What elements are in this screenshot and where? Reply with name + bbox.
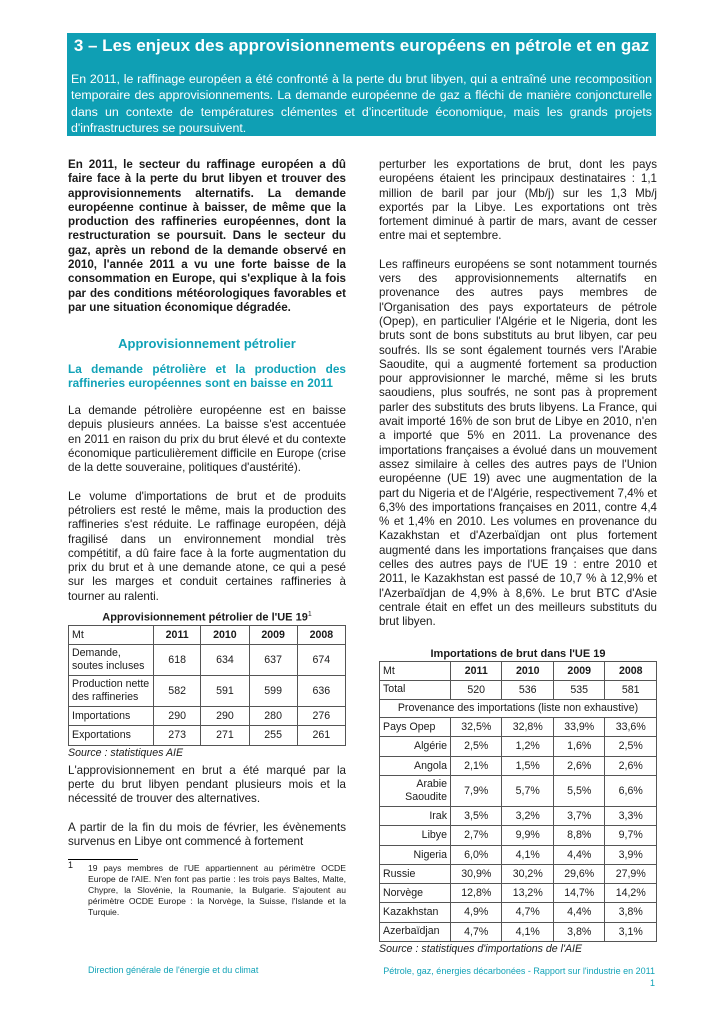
- cell: 3,9%: [605, 845, 657, 864]
- cell: 290: [201, 706, 249, 725]
- cell: 29,6%: [553, 864, 604, 883]
- table-header-row: [380, 661, 657, 680]
- table-row-total: [380, 680, 657, 699]
- cell: 273: [154, 726, 201, 745]
- paragraph: perturber les exportations de brut, dont les pays européens étaient les principaux destinataires : 1,1 million de baril par jour (Mb/j) sur les 1,3 Mb/j exportés par la Libye. Les exportations ont très fortement diminué à partir de mars, avant de cesser entre mai et septembre.: [379, 158, 657, 243]
- table-row: [380, 806, 657, 825]
- table-row: [380, 922, 657, 941]
- row-label: Algérie: [380, 737, 451, 756]
- footer-report-info: [383, 965, 655, 989]
- table-header: Mt: [69, 625, 154, 644]
- paragraph: Le volume d'importations de brut et de produits pétroliers est resté le même, mais la production des raffineries s'est réduite. Le raffinage européen, déjà fragilisé dans un environnement mondial très compétitif, a dû faire face à la forte augmentation du prix du brut et à une demande atone, ce qui a pesé sur les marges et conduit certaines raffineries à tourner au ralenti.: [68, 489, 346, 603]
- cell: 4,1%: [502, 922, 553, 941]
- paragraph: L'approvisionnement en brut a été marqué par la perte du brut libyen pendant plusieurs mois et la nécessité de trouver des alternatives.: [68, 763, 346, 806]
- cell: 4,7%: [502, 903, 553, 922]
- cell: 32,5%: [451, 718, 502, 737]
- cell: 4,1%: [502, 845, 553, 864]
- table-header: 2010: [201, 625, 249, 644]
- row-label: Irak: [380, 806, 451, 825]
- cell: 5,7%: [502, 775, 553, 806]
- cell: 33,9%: [553, 718, 604, 737]
- cell: 4,9%: [451, 903, 502, 922]
- table-header: 2011: [154, 625, 201, 644]
- cell: 9,7%: [605, 826, 657, 845]
- cell: 255: [249, 726, 297, 745]
- table-title-text: Approvisionnement pétrolier de l'UE 19: [102, 611, 308, 624]
- footer-report-title: Pétrole, gaz, énergies décarbonées - Rapport sur l'industrie en 2011: [383, 966, 655, 976]
- cell: 3,8%: [553, 922, 604, 941]
- row-label: Kazakhstan: [380, 903, 451, 922]
- cell: 5,5%: [553, 775, 604, 806]
- row-label: Libye: [380, 826, 451, 845]
- cell: 6,0%: [451, 845, 502, 864]
- table-title: [68, 608, 346, 625]
- cell: 6,6%: [605, 775, 657, 806]
- cell: 3,2%: [502, 806, 553, 825]
- cell: 3,3%: [605, 806, 657, 825]
- cell: 4,4%: [553, 903, 604, 922]
- row-label: Azerbaïdjan: [380, 922, 451, 941]
- row-label: Exportations: [69, 726, 154, 745]
- table-header: 2008: [297, 625, 345, 644]
- cell: 9,9%: [502, 826, 553, 845]
- cell: 2,5%: [451, 737, 502, 756]
- table-row: [380, 718, 657, 737]
- table-row: [380, 845, 657, 864]
- row-label: Demande, soutes incluses: [69, 644, 154, 675]
- cell: 637: [249, 644, 297, 675]
- footer-organization: Direction générale de l'énergie et du climat: [88, 965, 259, 975]
- cell: 618: [154, 644, 201, 675]
- row-label: Arabie Saoudite: [380, 775, 451, 806]
- cell: 13,2%: [502, 884, 553, 903]
- cell: 30,9%: [451, 864, 502, 883]
- oil-supply-table: [68, 625, 346, 746]
- cell: 1,2%: [502, 737, 553, 756]
- cell: 8,8%: [553, 826, 604, 845]
- table-header: 2009: [249, 625, 297, 644]
- cell: 4,4%: [553, 845, 604, 864]
- section-title: Approvisionnement pétrolier: [118, 336, 296, 352]
- cell: 2,5%: [605, 737, 657, 756]
- table-row: [380, 903, 657, 922]
- cell: 271: [201, 726, 249, 745]
- cell: 33,6%: [605, 718, 657, 737]
- cell: 3,8%: [605, 903, 657, 922]
- table-row: [380, 864, 657, 883]
- cell: 27,9%: [605, 864, 657, 883]
- table-row: [380, 884, 657, 903]
- cell: 581: [605, 680, 657, 699]
- table-source: Source : statistiques d'importations de l'AIE: [379, 943, 583, 956]
- page-number: 1: [649, 978, 655, 988]
- chapter-title: 3 – Les enjeux des approvisionnements européens en pétrole et en gaz: [73, 36, 650, 55]
- cell: 2,7%: [451, 826, 502, 845]
- row-label: Total: [380, 680, 451, 699]
- table-row: [69, 706, 346, 725]
- lead-paragraph: En 2011, le secteur du raffinage européen a dû faire face à la perte du brut libyen et trouver des approvisionnements alternatifs. La demande européenne continue à baisser, de même que la production des raffineries européennes, dont la restructuration se poursuit. Dans le secteur du gaz, après un rebond de la demande observé en 2010, l'année 2011 a vu une forte baisse de la consommation en Europe, qui s'explique à la fois par des conditions météorologiques favorables et par une situation économique dégradée.: [68, 158, 346, 314]
- table-header: 2008: [605, 661, 657, 680]
- cell: 1,6%: [553, 737, 604, 756]
- cell: 520: [451, 680, 502, 699]
- row-label: Importations: [69, 706, 154, 725]
- cell: 599: [249, 675, 297, 706]
- table-header: 2009: [553, 661, 604, 680]
- cell: 2,6%: [605, 756, 657, 775]
- cell: 2,6%: [553, 756, 604, 775]
- row-label: Angola: [380, 756, 451, 775]
- cell: 3,7%: [553, 806, 604, 825]
- right-column: [379, 158, 657, 960]
- table-row: [380, 826, 657, 845]
- cell: 674: [297, 644, 345, 675]
- table-row: [69, 675, 346, 706]
- cell: 7,9%: [451, 775, 502, 806]
- cell: 634: [201, 644, 249, 675]
- table-title: Importations de brut dans l'UE 19: [430, 647, 606, 660]
- cell: 535: [553, 680, 604, 699]
- cell: 14,7%: [553, 884, 604, 903]
- cell: 3,1%: [605, 922, 657, 941]
- cell: 276: [297, 706, 345, 725]
- table-row: [69, 644, 346, 675]
- table-row: [380, 756, 657, 775]
- row-label: Nigeria: [380, 845, 451, 864]
- row-label: Production nette des raffineries: [69, 675, 154, 706]
- cell: 582: [154, 675, 201, 706]
- cell: 536: [502, 680, 553, 699]
- table-row: [69, 726, 346, 745]
- cell: 591: [201, 675, 249, 706]
- cell: 4,7%: [451, 922, 502, 941]
- sub-title: La demande pétrolière et la production des raffineries européennes sont en baisse en 2011: [68, 361, 346, 390]
- cell: 12,8%: [451, 884, 502, 903]
- cell: 3,5%: [451, 806, 502, 825]
- cell: 290: [154, 706, 201, 725]
- footnote-number: 1: [68, 860, 74, 871]
- table-row-provenance: [380, 700, 657, 718]
- cell: 1,5%: [502, 756, 553, 775]
- paragraph: A partir de la fin du mois de février, les évènements survenus en Libye ont commencé à fortement: [68, 820, 346, 849]
- chapter-intro: En 2011, le raffinage européen a été confronté à la perte du brut libyen, qui a entraîné une recomposition temporaire des approvisionnements. La demande européenne de gaz a fléchi de manière conjoncturelle dans un contexte de températures clémentes et d'incertitude économique, mais les grands projets d'infrastructures se poursuivent.: [71, 72, 652, 136]
- cell: 30,2%: [502, 864, 553, 883]
- table-header-row: [69, 625, 346, 644]
- table-row: [380, 775, 657, 806]
- crude-imports-table: [379, 661, 657, 943]
- table-row: [380, 737, 657, 756]
- cell: 636: [297, 675, 345, 706]
- cell: 261: [297, 726, 345, 745]
- table-header: Mt: [380, 661, 451, 680]
- provenance-label: Provenance des importations (liste non exhaustive): [380, 700, 657, 718]
- chapter-banner: [67, 33, 656, 136]
- table-header: 2011: [451, 661, 502, 680]
- row-label: Pays Opep: [380, 718, 451, 737]
- footnote-separator: [68, 859, 138, 860]
- table-header: 2010: [502, 661, 553, 680]
- footnote: [68, 860, 346, 918]
- paragraph: Les raffineurs européens se sont notamment tournés vers des approvisionnements alternatifs en provenance des autres pays membres de l'Organisation des pays exportateurs de pétrole (Opep), en particulier l'Algérie et le Nigeria, dont les bruts sont de bons substituts au brut libyen, car peu soufrés. Ils se sont également tournés vers l'Arabie Saoudite, qui a augmenté fortement sa production pour approvisionner le marché, même si les bruts saoudiens, plus soufrés, ne sont pas à proprement parler des substituts des bruts libyens. La France, qui avait importé 16% de son brut de Libye en 2010, n'en a importé que 5% en 2011. La provenance des importations françaises a évolué dans un mouvement assez similaire à celles des autres pays de l'Union européenne (UE 19) avec une augmentation de la part du Nigeria et de l'Algérie, respectivement 7,4% et 6,3% des importations françaises en 2011, contre 4,4 % et 1,4% en 2010. Les volumes en provenance du Kazakhstan et d'Azerbaïdjan ont plus fortement augmenté dans les importations françaises que dans celles des autres pays de l'UE 19 : entre 2010 et 2011, le Kazakhstan est passé de 10,7 % à 12,9% et l'Azerbaïdjan de 4,9% à 8,6%. Le brut BTC d'Asie centrale était en effet un des meilleurs substituts du brut libyen.: [379, 257, 657, 629]
- row-label: Russie: [380, 864, 451, 883]
- paragraph: La demande pétrolière européenne est en baisse depuis plusieurs années. La baisse s'est accentuée en 2011 en raison du prix du brut élevé et du contexte économique particulièrement difficile en Europe (crise de la dette souveraine, politiques d'austérité).: [68, 404, 346, 475]
- row-label: Norvège: [380, 884, 451, 903]
- cell: 2,1%: [451, 756, 502, 775]
- footnote-text: 19 pays membres de l'UE appartiennent au périmètre OCDE Europe de l'AIE. N'en font pas partie : les trois pays Baltes, Malte, Chypre, la Slovénie, la Roumanie, la Bulgarie. S'ajoutent au périmètre OCDE Europe : la Norvège, la Suisse, l'Islande et la Turquie.: [88, 863, 346, 918]
- cell: 32,8%: [502, 718, 553, 737]
- footnote-ref: 1: [307, 611, 312, 619]
- left-column: [68, 158, 346, 918]
- table-source: Source : statistiques AIE: [68, 746, 184, 759]
- cell: 280: [249, 706, 297, 725]
- cell: 14,2%: [605, 884, 657, 903]
